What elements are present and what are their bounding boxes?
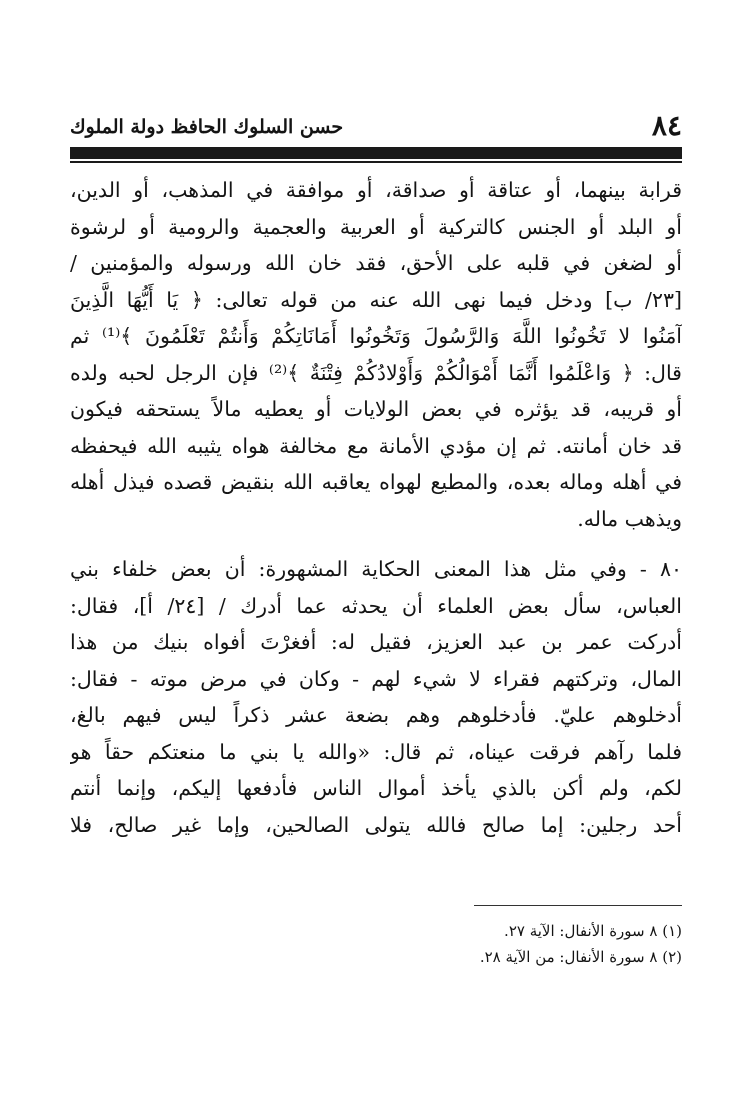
text-line: فلما رآهم فرقت عيناه، ثم قال: «والله يا بني ما منعتكم حقاً هو xyxy=(70,739,682,764)
text-line: ويذهب ماله. xyxy=(577,506,682,531)
text-line: ٨٠ - وفي مثل هذا المعنى الحكاية المشهورة: أن بعض خلفاء بني xyxy=(70,557,682,581)
text-line: أو البلد أو الجنس كالتركية أو العربية والعجمية والرومية أو لرشوة xyxy=(70,214,682,239)
footnotes xyxy=(70,918,682,970)
header-rule xyxy=(70,147,682,159)
footnote: (١) ٨ سورة الأنفال: الآية ٢٧. xyxy=(504,922,682,940)
footnote-rule xyxy=(474,905,682,906)
body-text xyxy=(70,172,682,843)
running-title: حسن السلوك الحافظ دولة الملوك xyxy=(70,116,344,138)
footnote: (٢) ٨ سورة الأنفال: من الآية ٢٨. xyxy=(479,948,682,966)
text-line: المال، وتركتهم فقراء لا شيء لهم - وكان في مرض موته - فقال: xyxy=(70,666,682,691)
header-rule-thin xyxy=(70,161,682,163)
quran-verse-line: قال: ﴿ وَاعْلَمُوا أَنَّمَا أَمْوَالُكُمْ وَأَوْلادُكُمْ فِتْنَةٌ ﴾⁽²⁾ فإن الرجل لحبه ولده xyxy=(70,360,682,385)
quran-verse-line: آمَنُوا لا تَخُونُوا اللَّهَ وَالرَّسُولَ وَتَخُونُوا أَمَانَاتِكُمْ وَأَنتُمْ تَعْلَمُونَ ﴾⁽¹⁾ ثم xyxy=(70,324,682,348)
page-header xyxy=(70,108,682,144)
text-line: في أهله وماله بعده، والمطيع لهواه يعاقبه الله بنقيض قصده فيذل أهله xyxy=(70,470,682,494)
text-line: العباس، سأل بعض العلماء أن يحدثه عما أدرك / [٢٤/ أ]، فقال: xyxy=(70,593,682,618)
text-line: أحد رجلين: إما صالح فالله يتولى الصالحين، وإما غير صالح، فلا xyxy=(70,812,682,837)
paragraph-gap xyxy=(70,537,682,551)
text-line: أو قريبه، قد يؤثره في بعض الولايات أو يعطيه مالاً يستحقه فيكون xyxy=(70,397,682,421)
text-line: أدركت عمر بن عبد العزيز، فقيل له: أفغرْتَ أفواه بنيك من هذا xyxy=(70,630,682,654)
text-line: لكم، ولم أكن بالذي يأخذ أموال الناس فأدفعها إليكم، وإنما أنتم xyxy=(70,776,682,800)
page-number: ٨٤ xyxy=(651,109,682,142)
text-line: قد خان أمانته. ثم إن مؤدي الأمانة مع مخالفة هواه يثيبه الله فيحفظه xyxy=(70,433,682,458)
text-line: أو لضغن في قلبه على الأحق، فقد خان الله ورسوله والمؤمنين / xyxy=(70,251,682,275)
text-line: [٢٣/ ب] ودخل فيما نهى الله عنه من قوله تعالى: ﴿ يَا أَيُّهَا الَّذِينَ xyxy=(70,287,682,312)
text-line: قرابة بينهما، أو عتاقة أو صداقة، أو موافقة في المذهب، أو الدين، xyxy=(70,178,682,202)
text-line: أدخلوهم عليّ. فأدخلوهم وهم بضعة عشر ذكراً ليس فيهم بالغ، xyxy=(70,703,682,727)
